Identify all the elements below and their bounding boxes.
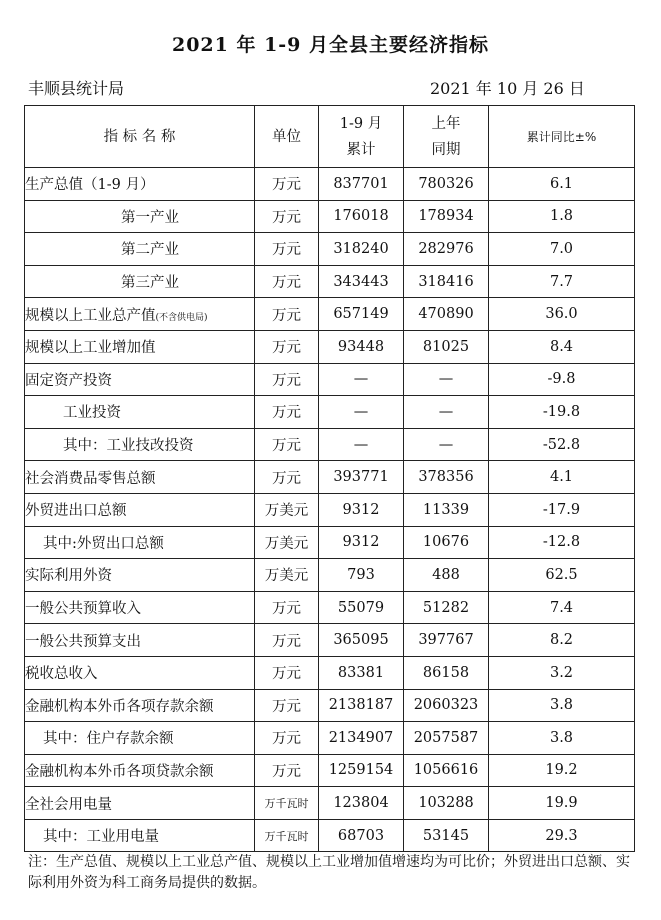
yoy-change: 7.7 <box>489 265 635 298</box>
yoy-change: 8.4 <box>489 330 635 363</box>
yoy-change: -12.8 <box>489 526 635 559</box>
indicator-unit: 万元 <box>255 461 319 494</box>
yoy-change: 8.2 <box>489 624 635 657</box>
indicator-name: 生产总值（1-9 月） <box>25 168 255 201</box>
prior-value: — <box>404 363 489 396</box>
current-value: 9312 <box>319 493 404 526</box>
current-value: — <box>319 396 404 429</box>
yoy-change: -17.9 <box>489 493 635 526</box>
yoy-change: 3.8 <box>489 722 635 755</box>
yoy-change: 6.1 <box>489 168 635 201</box>
indicator-table <box>24 105 635 852</box>
current-value: 837701 <box>319 168 404 201</box>
page-title: 2021 年 1-9 月全县主要经济指标 <box>171 34 490 56</box>
current-value: — <box>319 363 404 396</box>
table-row <box>25 168 635 201</box>
table-row <box>25 265 635 298</box>
header-prior-line1: 上年 <box>431 115 461 132</box>
table-row <box>25 363 635 396</box>
prior-value: 53145 <box>404 819 489 852</box>
indicator-unit: 万元 <box>255 722 319 755</box>
indicator-name: 其中：工业技改投资 <box>25 428 255 461</box>
prior-value: — <box>404 396 489 429</box>
yoy-change: -19.8 <box>489 396 635 429</box>
indicator-name-note: (不含供电局) <box>155 312 208 323</box>
indicator-name: 第二产业 <box>25 233 255 266</box>
table-header-row <box>25 106 635 168</box>
current-value: 2134907 <box>319 722 404 755</box>
table-row <box>25 526 635 559</box>
prior-value: 2057587 <box>404 722 489 755</box>
indicator-unit: 万美元 <box>255 526 319 559</box>
prior-value: 488 <box>404 559 489 592</box>
yoy-change: -52.8 <box>489 428 635 461</box>
yoy-change: 19.2 <box>489 754 635 787</box>
prior-value: 10676 <box>404 526 489 559</box>
current-value: 793 <box>319 559 404 592</box>
prior-value: 397767 <box>404 624 489 657</box>
indicator-unit: 万元 <box>255 689 319 722</box>
indicator-name: 其中:外贸出口总额 <box>25 526 255 559</box>
indicator-name-text: 规模以上工业总产值 <box>25 307 156 324</box>
yoy-change: 1.8 <box>489 200 635 233</box>
indicator-unit: 万元 <box>255 200 319 233</box>
table-row <box>25 200 635 233</box>
table-row <box>25 461 635 494</box>
indicator-name: 第一产业 <box>25 200 255 233</box>
table-row <box>25 689 635 722</box>
prior-value: 11339 <box>404 493 489 526</box>
current-value: 365095 <box>319 624 404 657</box>
indicator-unit: 万千瓦时 <box>255 787 319 820</box>
indicator-name: 社会消费品零售总额 <box>25 461 255 494</box>
current-value: 83381 <box>319 656 404 689</box>
table-row <box>25 396 635 429</box>
table-row <box>25 559 635 592</box>
table-row <box>25 428 635 461</box>
indicator-name: 税收总收入 <box>25 656 255 689</box>
indicator-unit: 万元 <box>255 396 319 429</box>
indicator-name: 全社会用电量 <box>25 787 255 820</box>
indicator-name: 一般公共预算支出 <box>25 624 255 657</box>
header-prior-line2: 同期 <box>431 141 461 158</box>
yoy-change: -9.8 <box>489 363 635 396</box>
indicator-name: 工业投资 <box>25 396 255 429</box>
indicator-unit: 万元 <box>255 330 319 363</box>
table-row <box>25 298 635 331</box>
table-row <box>25 722 635 755</box>
publish-date: 2021 年 10 月 26 日 <box>430 79 585 98</box>
prior-value: 51282 <box>404 591 489 624</box>
header-prior-period <box>404 106 489 168</box>
current-value: 68703 <box>319 819 404 852</box>
yoy-change: 7.4 <box>489 591 635 624</box>
prior-value: 103288 <box>404 787 489 820</box>
yoy-change: 3.8 <box>489 689 635 722</box>
current-value: 123804 <box>319 787 404 820</box>
yoy-change: 19.9 <box>489 787 635 820</box>
prior-value: 2060323 <box>404 689 489 722</box>
indicator-unit: 万元 <box>255 428 319 461</box>
indicator-name: 一般公共预算收入 <box>25 591 255 624</box>
current-value: 9312 <box>319 526 404 559</box>
indicator-name: 其中：住户存款余额 <box>25 722 255 755</box>
indicator-name: 实际利用外资 <box>25 559 255 592</box>
prior-value: 470890 <box>404 298 489 331</box>
indicator-unit: 万元 <box>255 591 319 624</box>
header-indicator-name: 指 标 名 称 <box>25 106 255 168</box>
indicator-unit: 万千瓦时 <box>255 819 319 852</box>
header-yoy-change: 累计同比±% <box>489 106 635 168</box>
prior-value: 81025 <box>404 330 489 363</box>
yoy-change: 7.0 <box>489 233 635 266</box>
table-row <box>25 330 635 363</box>
table-row <box>25 591 635 624</box>
current-value: 2138187 <box>319 689 404 722</box>
current-value: — <box>319 428 404 461</box>
current-value: 1259154 <box>319 754 404 787</box>
table-row <box>25 493 635 526</box>
header-unit: 单位 <box>255 106 319 168</box>
table-row <box>25 656 635 689</box>
prior-value: 1056616 <box>404 754 489 787</box>
indicator-unit: 万美元 <box>255 559 319 592</box>
indicator-name: 金融机构本外币各项存款余额 <box>25 689 255 722</box>
indicator-name: 其中：工业用电量 <box>25 819 255 852</box>
indicator-name: 第三产业 <box>25 265 255 298</box>
current-value: 657149 <box>319 298 404 331</box>
prior-value: 178934 <box>404 200 489 233</box>
yoy-change: 3.2 <box>489 656 635 689</box>
prior-value: — <box>404 428 489 461</box>
indicator-unit: 万元 <box>255 233 319 266</box>
indicator-name: 金融机构本外币各项贷款余额 <box>25 754 255 787</box>
current-value: 343443 <box>319 265 404 298</box>
indicator-name: 规模以上工业增加值 <box>25 330 255 363</box>
footnote: 注：生产总值、规模以上工业总产值、规模以上工业增加值增速均为可比价；外贸进出口总额、实际利用外资为科工商务局提供的数据。 <box>28 854 630 891</box>
indicator-unit: 万元 <box>255 754 319 787</box>
yoy-change: 29.3 <box>489 819 635 852</box>
indicator-unit: 万元 <box>255 624 319 657</box>
table-row <box>25 233 635 266</box>
indicator-unit: 万元 <box>255 656 319 689</box>
indicator-unit: 万元 <box>255 168 319 201</box>
yoy-change: 36.0 <box>489 298 635 331</box>
table-row <box>25 787 635 820</box>
indicator-name <box>25 298 255 331</box>
table-row <box>25 624 635 657</box>
header-current-line1: 1-9 月 <box>339 115 383 132</box>
current-value: 318240 <box>319 233 404 266</box>
indicator-name: 外贸进出口总额 <box>25 493 255 526</box>
prior-value: 780326 <box>404 168 489 201</box>
yoy-change: 62.5 <box>489 559 635 592</box>
indicator-name: 固定资产投资 <box>25 363 255 396</box>
table-row <box>25 754 635 787</box>
header-current-line2: 累计 <box>346 141 376 158</box>
prior-value: 318416 <box>404 265 489 298</box>
yoy-change: 4.1 <box>489 461 635 494</box>
indicator-unit: 万元 <box>255 298 319 331</box>
current-value: 93448 <box>319 330 404 363</box>
table-row <box>25 819 635 852</box>
current-value: 176018 <box>319 200 404 233</box>
publisher-name: 丰顺县统计局 <box>28 79 125 98</box>
current-value: 55079 <box>319 591 404 624</box>
prior-value: 378356 <box>404 461 489 494</box>
prior-value: 86158 <box>404 656 489 689</box>
indicator-unit: 万元 <box>255 265 319 298</box>
indicator-unit: 万美元 <box>255 493 319 526</box>
indicator-unit: 万元 <box>255 363 319 396</box>
current-value: 393771 <box>319 461 404 494</box>
header-current-cumulative <box>319 106 404 168</box>
prior-value: 282976 <box>404 233 489 266</box>
